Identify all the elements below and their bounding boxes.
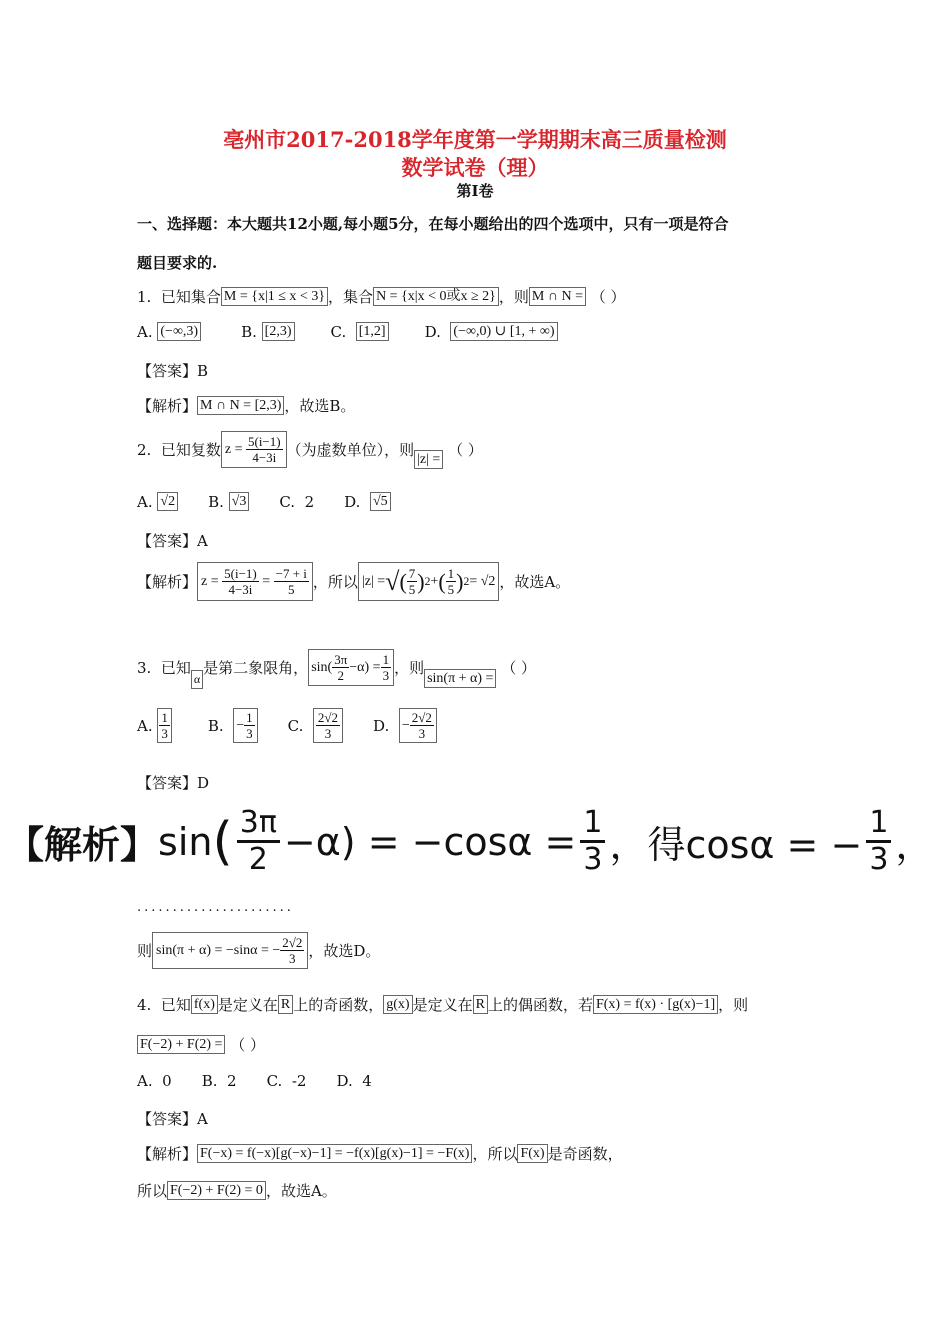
q4-r2: R [473,995,488,1014]
q3-alpha: α [191,670,203,689]
section-line-1: 一、选择题：本大题共12小题,每小题5分，在每小题给出的四个选项中，只有一项是符合 [137,215,729,233]
q4-target: F(−2) + F(2) = [137,1035,225,1054]
q3-option-c: $\frac{2√2}{3}$ [313,708,343,743]
q4-F-def: F(x) = f(x) · [g(x)−1] [593,995,718,1014]
q4-analysis-2: 所以 F(−2) + F(2) = 0 ，故选A。 [137,1182,337,1200]
q3-stem: 3. 已知 α 是第二象限角， sin( $\frac{3\pi}{2}$ −α) = $\frac{1}{3}$ ，则 sin(π + α) = （ ） [137,646,536,689]
q3-solution: sin(π + α) = −sinα = − $\frac{2√2}{3}$ [152,932,308,969]
q3-option-d: − $\frac{2√2}{3}$ [399,708,437,743]
q1-stem: 1. 已知集合 M = {x|1 ≤ x < 3} ，集合 N = {x|x < 0或x ≥ 2} ，则 M ∩ N = （ ） [137,287,626,306]
q1-intersection: M ∩ N = [529,287,586,306]
q1-option-b: [2,3) [262,322,295,341]
q4-g: g(x) [383,995,412,1014]
q3-option-a: $\frac{1}{3}$ [157,708,172,743]
q1-set-m: M = {x|1 ≤ x < 3} [221,287,328,306]
q4-option-b: 2 [227,1072,237,1090]
q4-option-c: -2 [291,1072,307,1090]
q2-answer: 【答案】A [137,532,208,550]
q4-solution-1: F(−x) = f(−x)[g(−x)−1] = −f(x)[g(x)−1] = −F(x) [197,1144,472,1163]
q3-given: sin( $\frac{3\pi}{2}$ −α) = $\frac{1}{3}$ [308,649,394,686]
q1-answer: 【答案】B [137,362,209,380]
q3-analysis-large: 【解析】 sin ( 3π 2 −α) = −cosα = $\frac{1}{3}$ ，得cosα = − $\frac{1}{3}$ ， [6,805,934,877]
q2-option-a: √2 [157,492,178,511]
q4-stem-2: F(−2) + F(2) = （ ） [137,1034,265,1055]
q4-r1: R [278,995,293,1014]
q1-solution: M ∩ N = [2,3) [197,396,284,415]
q2-option-b: √3 [229,492,250,511]
q4-option-d: 4 [362,1072,372,1090]
q2-solution-z: z = $\frac{5(i-1)}{4-3i}$ = $\frac{-7 + i}{5}$ [197,562,313,601]
q4-F: F(x) [517,1144,547,1163]
q3-target: sin(π + α) = [424,669,496,688]
q1-option-a: (−∞,3) [157,322,201,341]
q2-analysis: 【解析】 z = $\frac{5(i-1)}{4-3i}$ = $\frac{-7 + i}{5}$ ，所以 |z| = √ ( $\frac{7}{5}$ ) 2 + ( $\frac{1}{5}$ ) 2 = √2 ，故选A。 [137,562,570,601]
q3-conclusion: 则 sin(π + α) = −sinα = − $\frac{2√2}{3}$ ，故选D。 [137,932,380,969]
q3-answer: 【答案】D [137,774,210,792]
q4-answer: 【答案】A [137,1110,208,1128]
q2-solution-modulus: |z| = √ ( $\frac{7}{5}$ ) 2 + ( $\frac{1}{5}$ ) 2 = √2 [358,562,499,601]
q2-complex-expr: z = $\frac{5(i-1)}{4-3i}$ [221,431,287,468]
section-line-2: 题目要求的. [137,254,218,272]
q1-options: A. (−∞,3) B. [2,3) C. [1,2] D. (−∞,0) ∪ [1, + ∞) [137,322,558,341]
q1-option-d: (−∞,0) ∪ [1, + ∞) [450,322,557,341]
q2-modulus: |z| = [414,450,443,469]
q3-dots: ...................... [137,900,294,915]
q4-f: f(x) [191,995,218,1014]
q1-analysis: 【解析】 M ∩ N = [2,3) ，故选B。 [137,397,356,415]
volume-label: 第Ⅰ卷 [456,182,494,200]
q2-option-c: 2 [304,492,315,511]
doc-subtitle: 数学试卷（理） [401,155,549,180]
q2-option-d: √5 [370,492,391,511]
q1-option-c: [1,2] [356,322,389,341]
doc-title: 亳州市2017-2018学年度第一学期期末高三质量检测 [223,127,727,152]
q3-options: A. $\frac{1}{3}$ B. − $\frac{1}{3}$ C. $\frac{2√2}{3}$ D. − $\frac{2√2}{3}$ [137,708,437,743]
q4-option-a: 0 [162,1072,172,1090]
q3-option-b: − $\frac{1}{3}$ [233,708,257,743]
q4-solution-2: F(−2) + F(2) = 0 [167,1181,266,1200]
q2-options: A. √2 B. √3 C. 2 D. √5 [137,492,391,511]
q2-stem: 2. 已知复数 z = $\frac{5(i-1)}{4-3i}$ （为虚数单位），则 |z| = （ ） [137,430,483,469]
q4-stem: 4. 已知 f(x) 是定义在 R 上的奇函数， g(x) 是定义在 R 上的偶函数，若 F(x) = f(x) · [g(x)−1] ，则 [137,995,749,1014]
q4-options: A. 0 B. 2 C. -2 D. 4 [137,1072,372,1090]
q4-analysis: 【解析】 F(−x) = f(−x)[g(−x)−1] = −f(x)[g(x)−1] = −F(x) ，所以 F(x) 是奇函数， [137,1145,623,1163]
q1-set-n: N = {x|x < 0或x ≥ 2} [373,287,499,306]
